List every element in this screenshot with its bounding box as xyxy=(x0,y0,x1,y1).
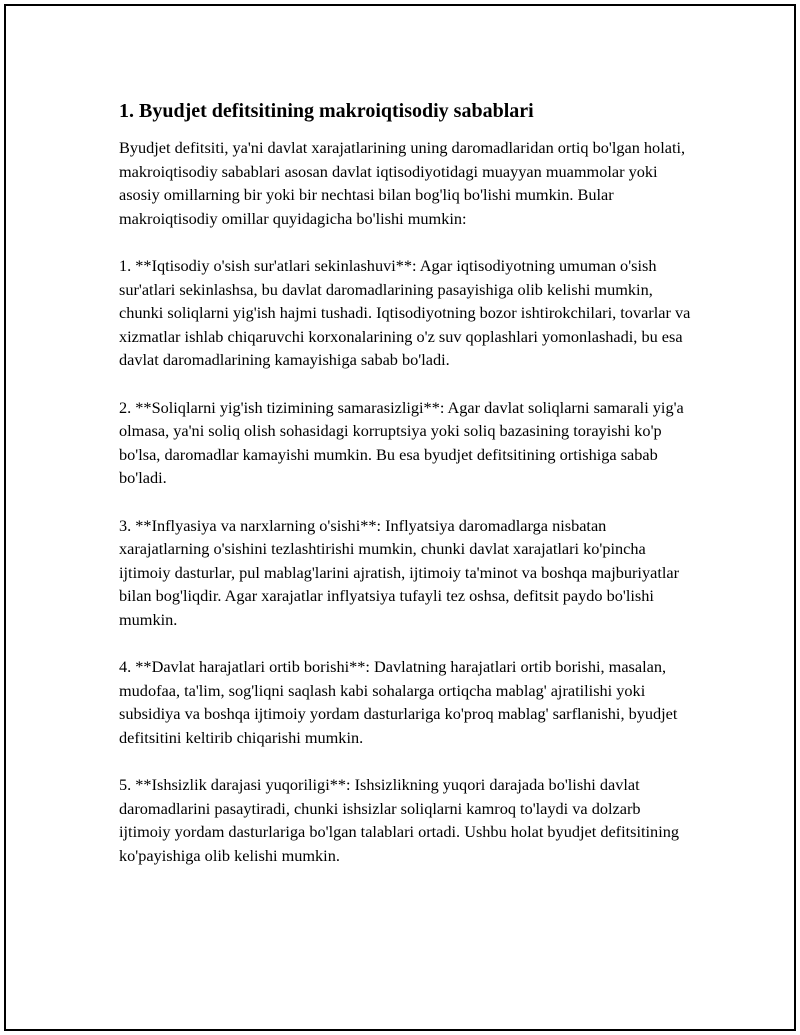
intro-paragraph: Byudjet defitsiti, ya'ni davlat xarajatlarining uning daromadlaridan ortiq bo'lgan holati, makroiqtisodiy sabablari asosan davlat iqtisodiyotidagi muayyan muammolar yoki asosiy omillarning bir yoki bir nechtasi bilan bog'liq bo'lishi mumkin. Bular makroiqtisodiy omillar quyidagicha bo'lishi mumkin: xyxy=(119,138,686,228)
paragraph-economic-growth: 1. **Iqtisodiy o'sish sur'atlari sekinlashuvi**: Agar iqtisodiyotning umuman o'sish sur'atlari sekinlashsa, bu davlat daromadlarining pasayishiga olib kelishi mumkin, chunki soliqlarni yig'ish hajmi tushadi. Iqtisodiyotning bozor ishtirokchilari, tovarlar va xizmatlar ishlab chiqaruvchi korxonalarining o'z suv qoplashlari yomonlashadi, bu esa davlat daromadlarining kamayishiga sabab bo'ladi. xyxy=(119,255,691,370)
document-page xyxy=(4,4,796,1031)
paragraph-tax-collection: 2. **Soliqlarni yig'ish tizimining samarasizligi**: Agar davlat soliqlarni samarali yig'a olmasa, ya'ni soliq olish sohasidagi korruptsiya yoki soliq bazasining torayishi ko'p bo'lsa, daromadlar kamayishi mumkin. Bu esa byudjet defitsitining ortishiga sabab bo'ladi. xyxy=(119,397,684,488)
paragraph-government-spending: 4. **Davlat harajatlari ortib borishi**: Davlatning harajatlari ortib borishi, masalan, mudofaa, ta'lim, sog'liqni saqlash kabi sohalarga ortiqcha mablag' ajratilishi yoki subsidiya va boshqa ijtimoiy yordam dasturlariga ko'proq mablag' sarflanishi, byudjet defitsitini keltirib chiqarishi mumkin. xyxy=(119,657,678,747)
paragraph-unemployment: 5. **Ishsizlik darajasi yuqoriligi**: Ishsizlikning yuqori darajada bo'lishi davlat daromadlarini pasaytiradi, chunki ishsizlar soliqlarni kamroq to'laydi va dolzarb ijtimoiy yordam dasturlariga bo'lgan talablari ortadi. Ushbu holat byudjet defitsitining ko'payishiga olib kelishi mumkin. xyxy=(119,775,680,865)
paragraph-inflation: 3. **Inflyasiya va narxlarning o'sishi**: Inflyatsiya daromadlarga nisbatan xarajatlarning o'sishini tezlashtirishi mumkin, chunki davlat xarajatlari ko'pincha ijtimoiy dasturlar, pul mablag'larini ajratish, ijtimoiy ta'minot va boshqa majburiyatlar bilan bog'liqdir. Agar xarajatlar inflyatsiya tufayli tez oshsa, defitsit paydo bo'lishi mumkin. xyxy=(119,515,680,629)
section-heading: 1. Byudjet defitsitining makroiqtisodiy sabablari xyxy=(119,100,534,122)
document-body xyxy=(119,98,694,867)
